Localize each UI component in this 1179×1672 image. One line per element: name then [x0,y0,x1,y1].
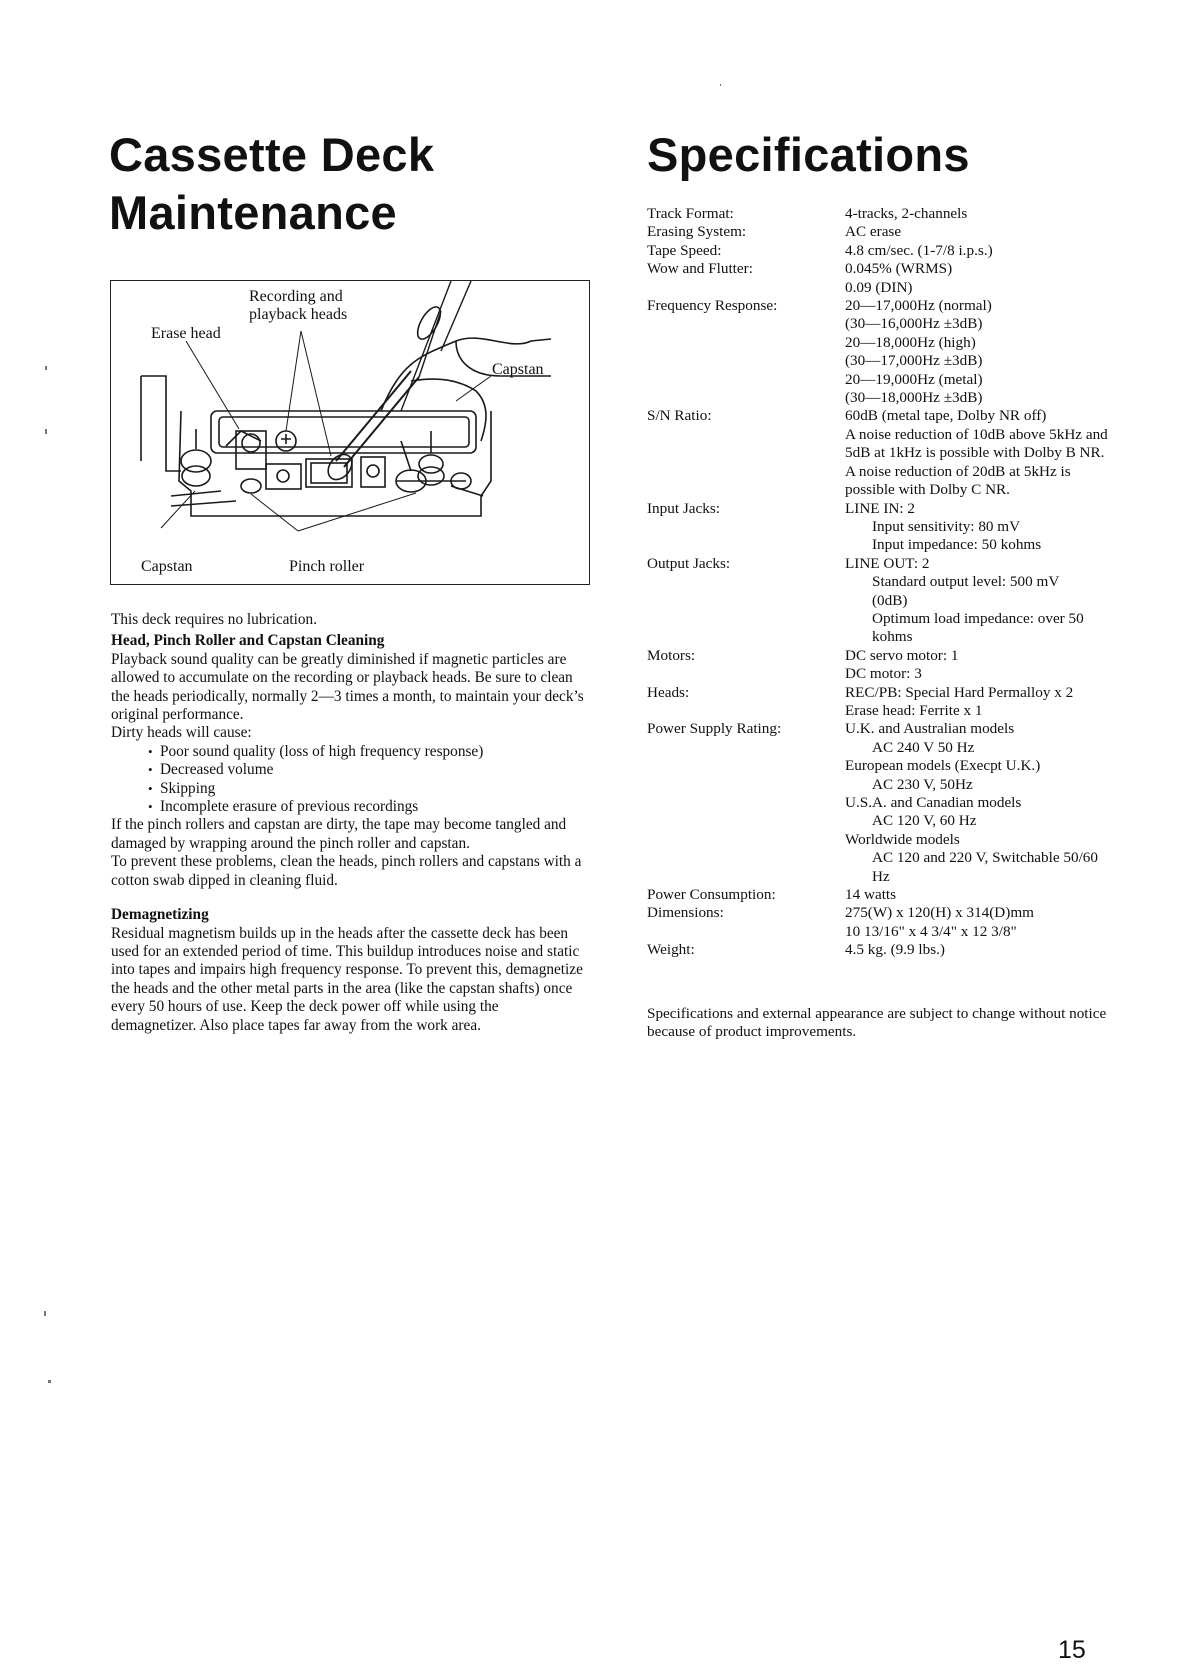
spec-label: Power Supply Rating: [647,720,782,738]
spec-power-supply [647,720,1117,886]
label-capstan-left: Capstan [141,558,193,575]
specifications-table [647,205,1117,960]
maintenance-text [111,611,586,1035]
dirty-heads-intro: Dirty heads will cause: [111,724,252,742]
spec-wow-flutter [647,260,1117,297]
spec-detail: AC 240 V 50 Hz [872,738,975,756]
spec-value: 4.8 cm/sec. (1-7/8 i.p.s.) [845,241,993,259]
spec-value: (30—17,000Hz ±3dB) [845,352,983,370]
spec-value: European models (Execpt U.K.) [845,757,1041,775]
scan-speck [45,366,47,370]
spec-value: 0.09 (DIN) [845,278,913,296]
spec-label: Track Format: [647,205,734,222]
maintenance-title [109,126,434,242]
specifications-note: Specifications and external appearance are subject to change without notice because of product improvements. [647,1005,1107,1041]
spec-value: 0.045% (WRMS) [845,260,953,278]
spec-label: Dimensions: [647,904,724,922]
spec-detail: AC 120 and 220 V, Switchable 50/60 Hz [872,849,1098,885]
spec-value: 14 watts [845,886,897,904]
scan-speck [720,84,721,86]
specifications-title: Specifications [647,128,970,181]
cleaning-paragraph: Playback sound quality can be greatly diminished if magnetic particles are allowed to accumulate on the recording or playback heads. Be sure to clean the heads periodically, normally 2—3 times a month, to maintain your deck’s original performance. [111,650,584,724]
spec-value: LINE IN: 2 [845,499,916,517]
cleaning-heading: Head, Pinch Roller and Capstan Cleaning [111,632,385,650]
spec-label: Motors: [647,646,696,664]
spec-value: 275(W) x 120(H) x 314(D)mm [845,904,1034,922]
list-item: • Decreased volume [148,761,586,779]
spec-note: A noise reduction of 10dB above 5kHz and 5dB at 1kHz is possible with Dolby B NR. A noise reduction of 20dB at 5kHz is possible with Dolby C NR. [845,425,1108,499]
dirty-heads-list [111,743,586,817]
spec-frequency-response [647,297,1117,407]
spec-label: Input Jacks: [647,499,720,517]
spec-value: LINE OUT: 2 [845,554,930,572]
spec-value: (30—18,000Hz ±3dB) [845,389,983,407]
label-recording-heads-line1: Recording and [249,288,343,305]
maintenance-title-line1: Cassette Deck [109,128,435,181]
spec-label: Erasing System: [647,223,747,241]
spec-value: REC/PB: Special Hard Permalloy x 2 [845,683,1074,701]
demagnetizing-paragraph: Residual magnetism builds up in the heads after the cassette deck has been used for an extended period of time. This buildup introduces noise and static into tapes and impairs high frequency response. To prevent this, demagnetize the heads and the other metal parts in the area (like the capstan shafts) once every 50 hours of use. Keep the deck power off while using the demagnetizer. Also place tapes far away from the work area. [111,924,583,1034]
scan-speck [45,429,47,434]
spec-label: Output Jacks: [647,554,731,572]
page-number: 15 [1058,1636,1086,1664]
spec-label: Wow and Flutter: [647,260,753,278]
spec-value: 60dB (metal tape, Dolby NR off) [845,407,1047,425]
spec-detail: Input impedance: 50 kohms [872,536,1042,554]
spec-detail: AC 120 V, 60 Hz [872,812,977,830]
label-recording-heads-line2: playback heads [249,306,348,323]
spec-value: (30—16,000Hz ±3dB) [845,315,983,333]
spec-detail: AC 230 V, 50Hz [872,775,973,793]
scan-speck [44,1311,46,1316]
spec-track-format [647,205,1117,223]
spec-value: DC motor: 3 [845,665,922,683]
spec-label: Tape Speed: [647,241,722,259]
spec-value: Erase head: Ferrite x 1 [845,701,983,719]
spec-dimensions [647,904,1117,941]
spec-value: U.S.A. and Canadian models [845,794,1022,811]
scan-speck [48,1380,51,1383]
label-pinch-roller: Pinch roller [289,558,365,575]
spec-label: S/N Ratio: [647,407,712,425]
spec-value: 20—19,000Hz (metal) [845,370,983,388]
spec-value: 20—18,000Hz (high) [845,333,976,351]
prevention-paragraph: To prevent these problems, clean the heads, pinch rollers and capstans with a cotton swab dipped in cleaning fluid. [111,853,582,889]
spec-label: Frequency Response: [647,297,778,315]
spec-erasing-system [647,223,1117,241]
spec-value: U.K. and Australian models [845,720,1015,738]
spec-detail: Optimum load impedance: over 50 kohms [872,609,1084,646]
spec-power-consumption [647,886,1117,904]
cassette-head-diagram [110,280,590,585]
spec-detail: Standard output level: 500 mV (0dB) [872,573,1060,609]
spec-tape-speed [647,242,1117,260]
list-item: • Incomplete erasure of previous recordings [148,798,586,816]
spec-input-jacks [647,500,1117,555]
spec-value: 20—17,000Hz (normal) [845,297,992,315]
list-item: • Poor sound quality (loss of high frequency response) [148,743,586,761]
pinch-roller-paragraph: If the pinch rollers and capstan are dirty, the tape may become tangled and damaged by wrapping around the pinch roller and capstan. [111,816,567,852]
spec-label: Heads: [647,683,690,701]
spec-value: AC erase [845,223,902,241]
spec-motors [647,647,1117,684]
spec-label: Weight: [647,941,695,959]
spec-output-jacks [647,555,1117,647]
spec-sn-ratio [647,407,1117,499]
list-item: • Skipping [148,780,586,798]
spec-value: 4-tracks, 2-channels [845,205,968,222]
maintenance-title-line2: Maintenance [109,186,397,239]
spec-value: Worldwide models [845,830,960,848]
spec-value: 4.5 kg. (9.9 lbs.) [845,941,945,959]
spec-value: 10 13/16" x 4 3/4" x 12 3/8" [845,922,1017,940]
demagnetizing-heading: Demagnetizing [111,906,209,924]
spec-heads [647,684,1117,721]
spec-detail: Input sensitivity: 80 mV [872,517,1021,535]
label-capstan-right: Capstan [492,361,544,378]
intro-text: This deck requires no lubrication. [111,611,318,628]
spec-weight [647,941,1117,959]
spec-label: Power Consumption: [647,886,776,904]
spec-value: DC servo motor: 1 [845,646,959,664]
label-erase-head: Erase head [151,325,221,342]
